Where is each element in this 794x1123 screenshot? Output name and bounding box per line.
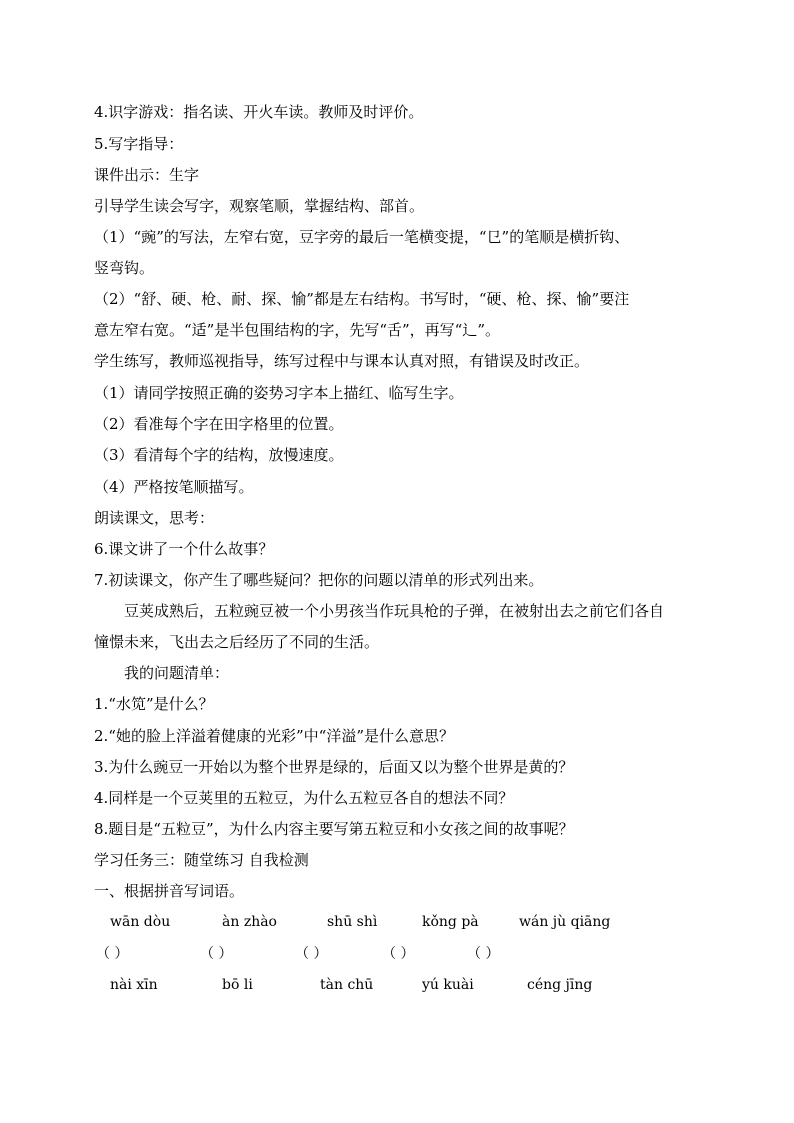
text-line: 7.初读课文，你产生了哪些疑问？把你的问题以清单的形式列出来。 <box>94 571 544 589</box>
text-line: （2）看准每个字在田字格里的位置。 <box>94 415 344 433</box>
pinyin-word: tàn chū <box>320 977 374 993</box>
pinyin-word: céng jīng <box>527 977 593 993</box>
text-line: 1.“水笕”是什么？ <box>94 695 214 713</box>
text-line: 竖弯钩。 <box>94 259 155 277</box>
answer-blank[interactable]: （ ） <box>382 946 415 962</box>
text-line: （1）“豌”的写法，左窄右宽，豆字旁的最后一笔横变提，“㔾”的笔顺是横折钩、 <box>94 228 630 246</box>
text-line: 4.识字游戏：指名读、开火车读。教师及时评价。 <box>94 103 424 121</box>
pinyin-word: shū shì <box>327 914 378 930</box>
text-line: 课件出示：生字 <box>94 166 200 184</box>
pinyin-word: nài xīn <box>110 977 158 993</box>
text-line: 6.课文讲了一个什么故事？ <box>94 540 274 558</box>
text-line: （3）看清每个字的结构，放慢速度。 <box>94 446 344 464</box>
answer-blank[interactable]: （ ） <box>200 946 233 962</box>
answer-blank[interactable]: （ ） <box>467 946 500 962</box>
answer-blank[interactable]: （ ） <box>96 946 129 962</box>
text-line: 学习任务三：随堂练习 自我检测 <box>94 851 309 869</box>
pinyin-word: bō li <box>222 977 253 993</box>
answer-blank[interactable]: （ ） <box>295 946 328 962</box>
text-line: 我的问题清单： <box>124 664 230 682</box>
pinyin-word: àn zhào <box>222 914 277 930</box>
pinyin-word: kǒng pà <box>422 914 479 930</box>
text-line: 朗读课文，思考： <box>94 509 215 527</box>
text-line: （2）“舒、硬、枪、耐、探、愉”都是左右结构。书写时，“硬、枪、探、愉”要注 <box>94 290 630 308</box>
text-line: （1）请同学按照正确的姿势习字本上描红、临写生字。 <box>94 384 464 402</box>
text-line: （4）严格按笔顺描写。 <box>94 478 254 496</box>
pinyin-word: yú kuài <box>422 977 474 993</box>
text-line: 意左窄右宽。“适”是半包围结构的字，先写“舌”，再写“辶”。 <box>94 321 501 339</box>
pinyin-word: wán jù qiāng <box>519 914 611 930</box>
text-line: 4.同样是一个豆荚里的五粒豆，为什么五粒豆各自的想法不同？ <box>94 789 514 807</box>
text-line: 3.为什么豌豆一开始以为整个世界是绿的，后面又以为整个世界是黄的？ <box>94 758 574 776</box>
pinyin-word: wān dòu <box>110 914 171 930</box>
text-line: 2.“她的脸上洋溢着健康的光彩”中“洋溢”是什么意思？ <box>94 727 454 745</box>
text-line: 8.题目是“五粒豆”，为什么内容主要写第五粒豆和小女孩之间的故事呢？ <box>94 820 574 838</box>
text-line: 学生练写，教师巡视指导，练写过程中与课本认真对照，有错误及时改正。 <box>94 352 590 370</box>
text-line: 豆荚成熟后，五粒豌豆被一个小男孩当作玩具枪的子弹，在被射出去之前它们各自 <box>124 602 665 620</box>
text-line: 5.写字指导： <box>94 135 184 153</box>
text-line: 引导学生读会写字，观察笔顺，掌握结构、部首。 <box>94 197 425 215</box>
text-line: 憧憬未来，飞出去之后经历了不同的生活。 <box>94 633 380 651</box>
text-line: 一、根据拼音写词语。 <box>94 882 245 900</box>
